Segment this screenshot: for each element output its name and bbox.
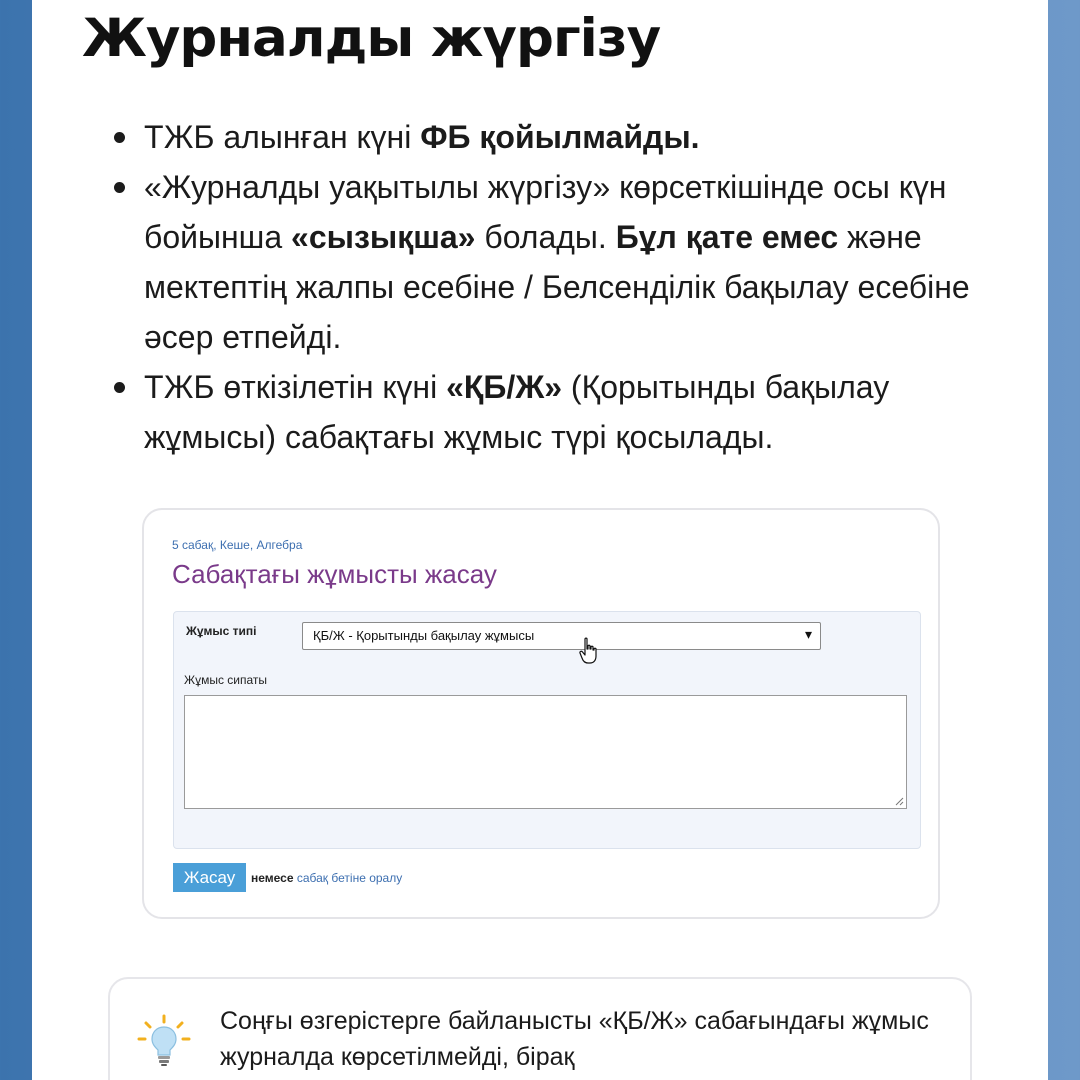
bullet-text: (Қорытынды бақылау жұмысы) сабақтағы жұмыс түрі қосылады.: [144, 369, 890, 455]
work-type-selected-value: ҚБ/Ж - Қорытынды бақылау жұмысы: [313, 628, 535, 643]
bullet-bold-text: ФБ қойылмайды.: [420, 119, 700, 155]
create-button[interactable]: Жасау: [173, 863, 246, 892]
description-textarea[interactable]: [184, 695, 907, 809]
or-text: немесе: [251, 871, 294, 885]
bullet-bold-text: «ҚБ/Ж»: [446, 369, 563, 405]
form-panel: [173, 611, 921, 849]
content-card: [32, 0, 1048, 1080]
bullet-text: болады.: [475, 219, 616, 255]
bullet-item: [112, 112, 1012, 162]
bullet-text: «Журналды уақытылы жүргізу» көрсеткішінде осы күн бойынша: [144, 169, 947, 255]
bullet-list: [112, 112, 1012, 462]
work-type-select[interactable]: [302, 622, 821, 650]
form-title: Сабақтағы жұмысты жасау: [172, 559, 497, 589]
resize-grip-icon[interactable]: [895, 797, 904, 806]
hand-cursor-icon: [579, 637, 599, 665]
bullet-bold-text: Бұл қате емес: [615, 219, 839, 255]
tip-box: [108, 977, 972, 1080]
bullet-bold-text: «сызықша»: [291, 219, 476, 255]
tip-text: Соңғы өзгерістерге байланысты «ҚБ/Ж» сабағындағы жұмыс журналда көрсетілмейді, бірақ: [220, 1007, 929, 1071]
bullet-text: ТЖБ өткізілетін күні: [144, 369, 447, 405]
form-screenshot: [142, 508, 940, 919]
bullet-text: және мектептің жалпы есебіне / Белсенділік бақылау есебіне әсер етпейді.: [144, 219, 970, 355]
breadcrumb[interactable]: 5 сабақ, Кеше, Алгебра: [172, 538, 303, 552]
form-footer: [251, 871, 402, 885]
back-to-lesson-link[interactable]: сабақ бетіне оралу: [296, 871, 403, 885]
description-label: Жұмыс сипаты: [184, 673, 268, 687]
work-type-label: Жұмыс типі: [186, 624, 257, 638]
lightbulb-icon: [136, 1013, 192, 1069]
bullet-item: [112, 362, 1012, 462]
chevron-down-icon: ▾: [804, 626, 812, 642]
page-title: Журналды жүргізу: [82, 8, 661, 69]
bullet-text: ТЖБ алынған күні: [144, 119, 421, 155]
bullet-item: [112, 162, 1012, 362]
